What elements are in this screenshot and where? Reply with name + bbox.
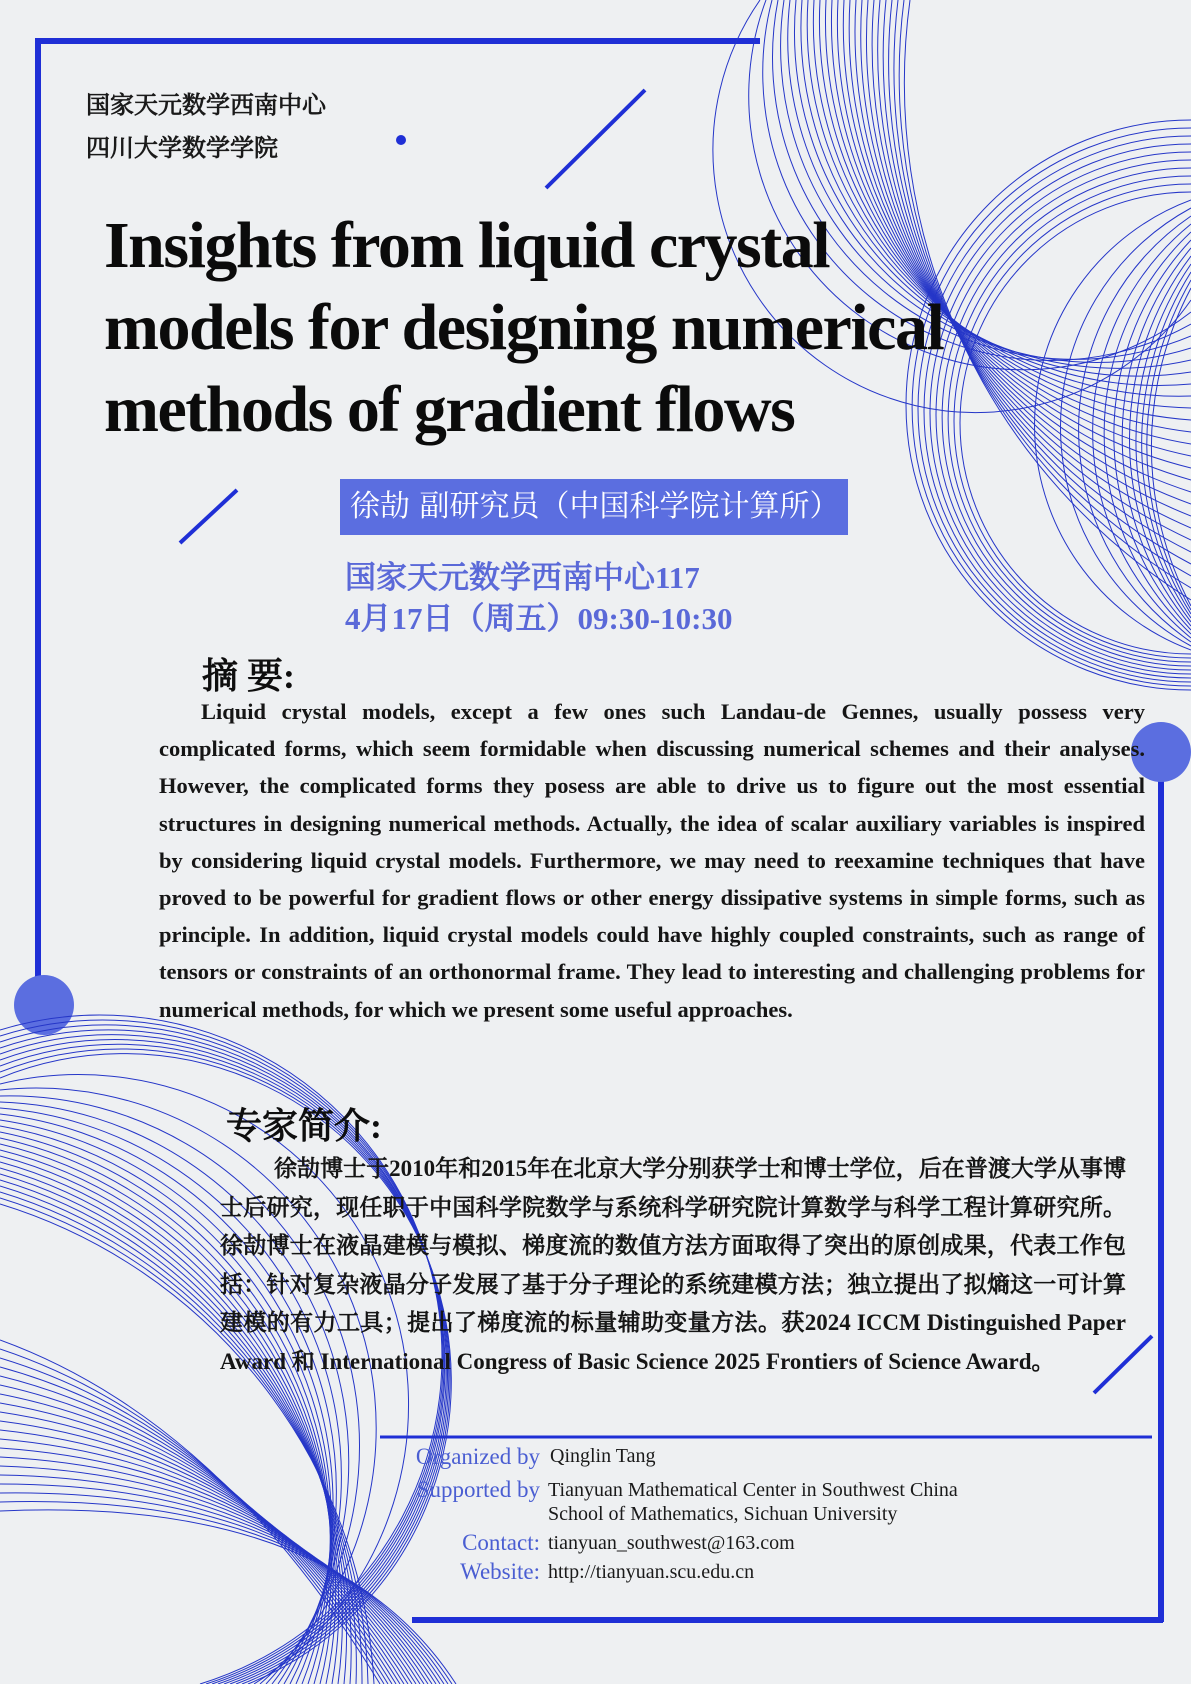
- small-dot: [396, 135, 406, 145]
- contact-email-link[interactable]: tianyuan_southwest@163.com: [548, 1532, 795, 1554]
- talk-time: 4月17日（周五）09:30-10:30: [345, 601, 733, 636]
- arc-bundle-bottom-left-lower: [0, 1340, 456, 1684]
- arc-line: [0, 1412, 412, 1684]
- organized-value: Qinglin Tang: [550, 1445, 656, 1467]
- talk-location: 国家天元数学西南中心117: [345, 560, 700, 595]
- website-link[interactable]: http://tianyuan.scu.edu.cn: [548, 1561, 755, 1583]
- arc-line: [0, 1430, 420, 1684]
- abstract-heading: 摘 要:: [202, 656, 295, 696]
- left-dot: [14, 975, 74, 1035]
- arc-line: [0, 1475, 440, 1684]
- arc-line: [0, 1493, 448, 1684]
- title-line-2: models for designing numerical: [104, 291, 944, 364]
- organized-label: Organized by: [415, 1444, 540, 1469]
- website-label: Website:: [460, 1559, 540, 1584]
- supported-value-2: School of Mathematics, Sichuan University: [548, 1503, 898, 1525]
- bio-heading: 专家简介:: [226, 1106, 382, 1146]
- title-line-3: methods of gradient flows: [104, 373, 795, 446]
- slash-mid: [180, 490, 237, 543]
- abstract-text: Liquid crystal models, except a few ones such Landau-de Gennes, usually possess very complicated forms, which seem formidable when discussing numerical schemes and their analyses. However, the complicated forms they posess are able to drive us to figure out the most essential structures in designing numerical methods. Actually, the idea of scalar auxiliary variables is inspired by considering liquid crystal models. Furthermore, we may need to reexamine techniques that have proved to be powerful for gradient flows or other energy dissipative systems in simple forms, such as principle. In addition, liquid crystal models could have highly coupled constraints, such as range of tensors or constraints of an orthonormal frame. They lead to interesting and challenging problems for numerical methods, for which we present some useful approaches.: [159, 699, 1145, 1022]
- arc-line: [1104, 232, 1191, 634]
- speaker-banner: 徐劼 副研究员（中国科学院计算所）: [340, 479, 848, 535]
- bio-text: 徐劼博士于2010年和2015年在北京大学分别获学士和博士学位，后在普渡大学从事博士后研究，现任职于中国科学院数学与系统科学研究院计算数学与科学工程计算研究所。徐劼博士在液晶建模与模拟、梯度流的数值方法方面取得了突出的原创成果，代表工作包括：针对复杂液晶分子发展了基于分子理论的系统建模方法；独立提出了拟熵这一可计算建模的有力工具；提出了梯度流的标量辅助变量方法。获2024 ICCM Distinguished Paper Award 和 International Congress of Basic Science 2025 Frontiers of Science Award。: [220, 1156, 1126, 1374]
- abstract-body: [159, 693, 1145, 1028]
- slash-top: [546, 90, 645, 188]
- org-line-1: 国家天元数学西南中心: [86, 93, 326, 119]
- arc-line: [0, 1394, 404, 1684]
- arc-line: [1114, 240, 1191, 630]
- arc-line: [0, 1421, 416, 1684]
- org-line-2: 四川大学数学学院: [86, 136, 278, 162]
- talk-title: [104, 205, 1004, 451]
- arc-line: [1136, 264, 1191, 618]
- title-line-1: Insights from liquid crystal: [104, 209, 830, 282]
- supported-value-1: Tianyuan Mathematical Center in Southwest China: [548, 1479, 958, 1501]
- arc-line: [1151, 288, 1191, 606]
- supported-label: Supported by: [416, 1477, 540, 1502]
- bio-body: [220, 1150, 1126, 1381]
- contact-label: Contact:: [462, 1530, 540, 1555]
- arc-line: [0, 1385, 400, 1684]
